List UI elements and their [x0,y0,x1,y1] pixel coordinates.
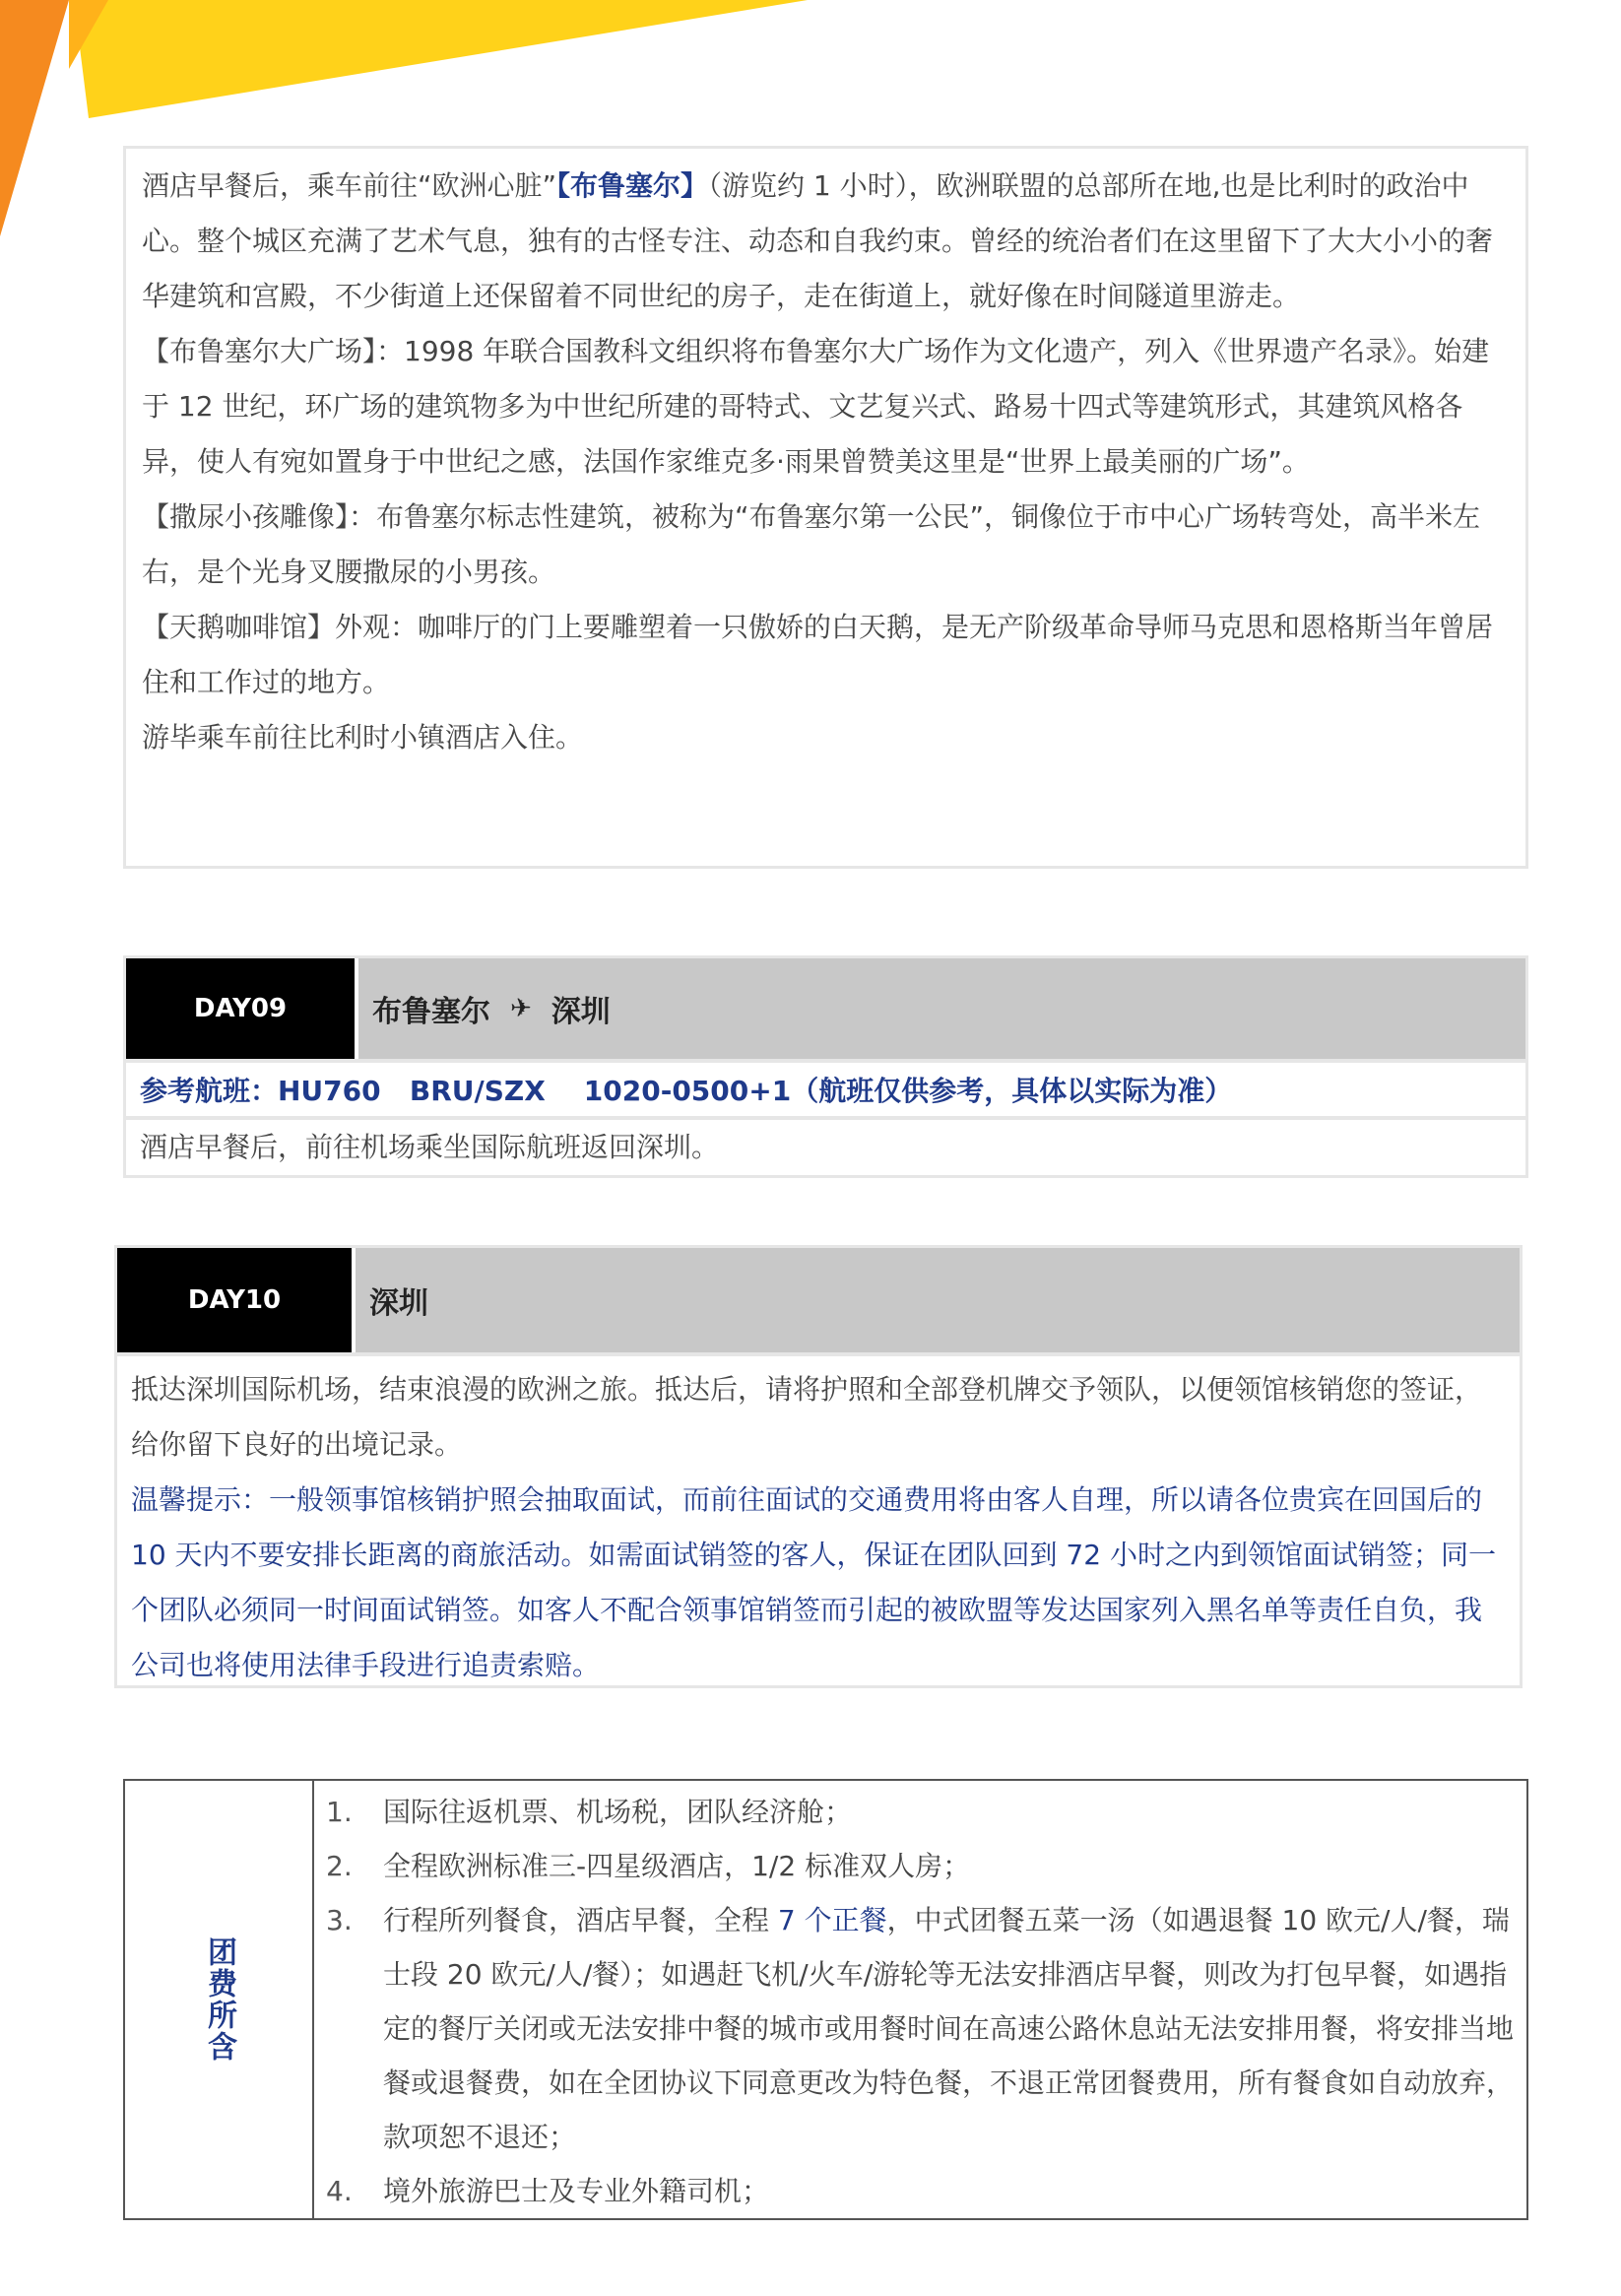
day10-arrival-paragraph: 抵达深圳国际机场，结束浪漫的欧洲之旅。抵达后，请将护照和全部登机牌交予领队，以便领馆核销您的签证，给你留下良好的出境记录。 [131,1373,1483,1461]
day09-header [123,955,1528,1062]
fees-included-table [123,1779,1528,2220]
day09-flight-row [123,1060,1528,1119]
day08-content-box [123,146,1528,869]
grand-place-paragraph: 【布鲁塞尔大广场】：1998 年联合国教科文组织将布鲁塞尔大广场作为文化遗产，列入《世界遗产名录》。始建于 12 世纪，环广场的建筑物多为中世纪所建的哥特式、文艺复兴式、路易十四式等建筑形式，其建筑风格各异，使人有宛如置身于中世纪之感，法国作家维克多·雨果曾赞美这里是“世界上最美丽的广场”。 [142,335,1490,478]
day09-route: 布鲁塞尔 ✈ 深圳 [358,958,1525,1059]
yellow-shape [74,0,808,118]
fees-label-cell [125,1781,314,2218]
brussels-highlight: 【布鲁塞尔】 [556,169,709,202]
hotel-checkin-paragraph: 游毕乘车前往比利时小镇酒店入住。 [142,721,584,754]
manneken-pis-paragraph: 【撒尿小孩雕像】：布鲁塞尔标志性建筑，被称为“布鲁塞尔第一公民”，铜像位于市中心广场转弯处，高半米左右，是个光身叉腰撒尿的小男孩。 [142,500,1481,588]
orange-shape [0,0,69,236]
brussels-intro: 酒店早餐后，乘车前往“欧洲心脏”【布鲁塞尔】（游览约 1 小时），欧洲联盟的总部所在地,也是比利时的政治中心。整个城区充满了艺术气息，独有的古怪专注、动态和自我约束。曾经的统治者们在这里留下了大大小小的奢华建筑和宫殿，不少街道上还保留着不同世纪的房子，走在街道上，就好像在时间隧道里游走。 [142,169,1494,312]
day09-description: 酒店早餐后，前往机场乘坐国际航班返回深圳。 [140,1131,720,1163]
day10-content-box [114,1353,1523,1688]
fees-list [314,1781,1526,2218]
warm-tip-paragraph: 温馨提示：一般领事馆核销护照会抽取面试，而前往面试的交通费用将由客人自理，所以请各位贵宾在回国后的 10 天内不要安排长距离的商旅活动。如需面试销签的客人，保证在团队回到 72 小时之内到领馆面试销签；同一个团队必须同一时间面试销签。如客人不配合领事馆销签而引起的被欧盟等发达国家列入黑名单等责任自负，我公司也将使用法律手段进行追责索赔。 [131,1483,1496,1681]
day09-label: DAY09 [126,958,355,1059]
fee-item: 2. 全程欧洲标准三-四星级酒店，1/2 标准双人房； [326,1850,971,1882]
meal-count-highlight: 7 个正餐 [777,1904,887,1936]
fee-item: 4. 境外旅游巴士及专业外籍司机； [326,2175,770,2207]
swan-cafe-paragraph: 【天鹅咖啡馆】外观：咖啡厅的门上要雕塑着一只傲娇的白天鹅，是无产阶级革命导师马克思和恩格斯当年曾居住和工作过的地方。 [142,611,1494,698]
day09-desc-row [123,1117,1528,1178]
airplane-icon: ✈ [510,994,532,1023]
fees-title: 团费所含 [202,1936,236,2063]
fee-item: 1. 国际往返机票、机场税，团队经济舱； [326,1796,853,1828]
day10-header [114,1245,1523,1355]
fee-item: 3. 行程所列餐食，酒店早餐，全程 7 个正餐，中式团餐五菜一汤（如遇退餐 10 欧元/人/餐，瑞士段 20 欧元/人/餐）；如遇赶飞机/火车/游轮等无法安排酒店早餐，则改为打包早餐，如遇指定的餐厅关闭或无法安排中餐的城市或用餐时间在高速公路休息站无法安排用餐，将安排当地餐或退餐费，如在全团协议下同意更改为特色餐，不退正常团餐费用，所有餐食如自动放弃，款项恕不退还； [326,1904,1515,2153]
reference-flight: 参考航班：HU760 BRU/SZX 1020-0500+1（航班仅供参考，具体以实际为准） [140,1075,1233,1107]
day10-route: 深圳 [356,1248,1520,1352]
day10-label: DAY10 [117,1248,352,1352]
